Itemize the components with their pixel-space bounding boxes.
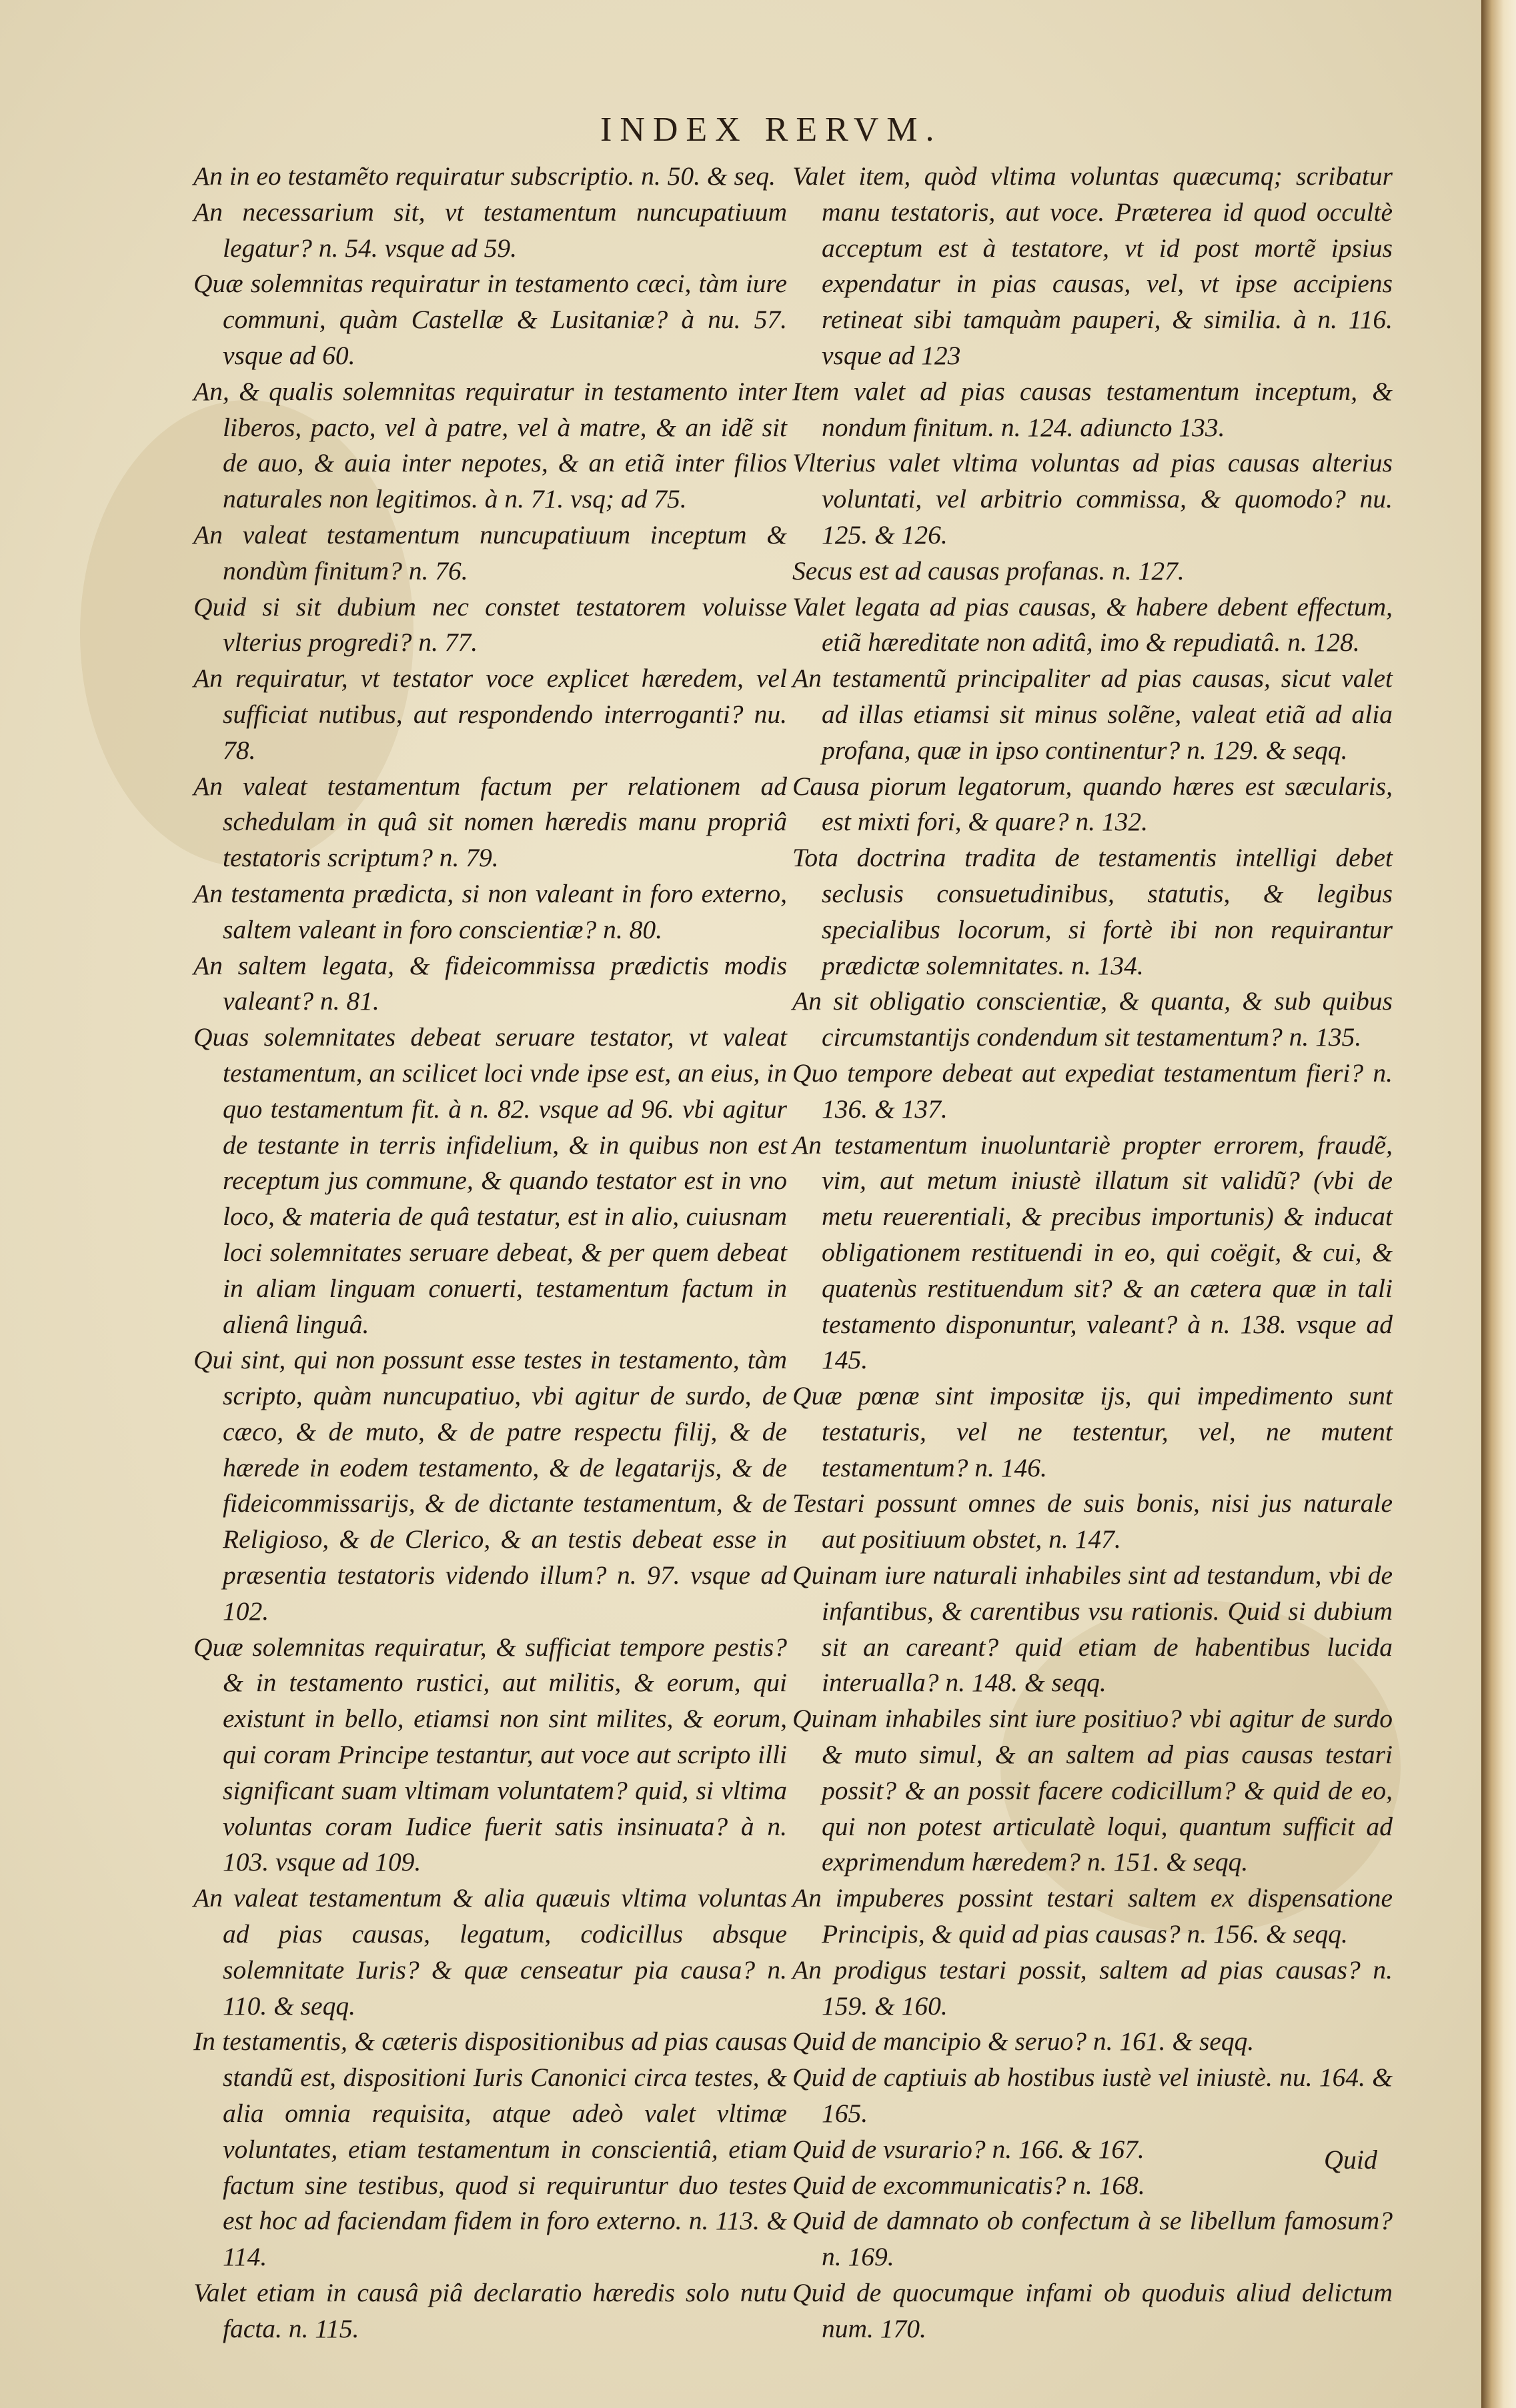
index-entry: Valet legata ad pias causas, & habere debent effectum, etiã hæreditate non aditâ, imo & repudiatâ. n. 128. (792, 591, 1393, 658)
index-entry: Tota doctrina tradita de testamentis intelligi debet seclusis consuetudinibus, statutis, & legibus specialibus locorum, si fortè ibi non requirantur prædictæ solemnitates. n. 134. (792, 843, 1393, 980)
index-entry: Valet item, quòd vltima voluntas quæcumq; scribatur manu testatoris, aut voce. Præterea id quod occultè acceptum est à testatore, vt id post mortẽ ipsius expendatur in pias causas, vel, vt ipse accipiens retineat sibi tamquàm pauperi, & similia. à n. 116. vsque ad 123 (792, 161, 1393, 370)
left-column (193, 159, 787, 2347)
index-entry: An valeat testamentum & alia quæuis vltima voluntas ad pias causas, legatum, codicillus absque solemnitate Iuris? & quæ censeatur pia causa? n. 110. & seqq. (193, 1883, 787, 2021)
index-entry: Quinam iure naturali inhabiles sint ad testandum, vbi de infantibus, & carentibus vsu rationis. Quid si dubium sit an careant? quid etiam de habentibus lucida interualla? n. 148. & seqq. (792, 1560, 1393, 1698)
index-entry: Quæ solemnitas requiratur, & sufficiat tempore pestis? & in testamento rustici, aut militis, & eorum, qui existunt in bello, etiamsi non sint milites, & eorum, qui coram Principe testantur, aut voce aut scripto illi significant suam vltimam voluntatem? quid, si vltima voluntas coram Iudice fuerit satis insinuata? à n. 103. vsque ad 109. (193, 1632, 787, 1877)
index-entry: Vlterius valet vltima voluntas ad pias causas alterius voluntati, vel arbitrio commissa, & quomodo? nu. 125. & 126. (792, 448, 1393, 549)
index-entry: Qui sint, qui non possunt esse testes in testamento, tàm scripto, quàm nuncupatiuo, vbi agitur de surdo, de cæco, & de muto, & de patre respectu filij, & de hærede in eodem testamento, & de legatarijs, & de fideicommissarijs, & de dictante testamentum, & de Religioso, & de Clerico, & an testis debeat esse in præsentia testatoris videndo illum? n. 97. vsque ad 102. (193, 1345, 787, 1626)
index-entry: An impuberes possint testari saltem ex dispensatione Principis, & quid ad pias causas? n. 156. & seqq. (792, 1883, 1393, 1949)
index-entry: Quo tempore debeat aut expediat testamentum fieri? n. 136. & 137. (792, 1058, 1393, 1124)
page-gutter (1481, 0, 1516, 2408)
index-entry: An testamentũ principaliter ad pias causas, sicut valet ad illas etiamsi sit minus solẽne, valeat etiã ad alia profana, quæ in ipso continentur? n. 129. & seqq. (792, 664, 1393, 765)
index-entry: Quid si sit dubium nec constet testatorem voluisse vlterius progredi? n. 77. (193, 591, 787, 658)
index-entry: Quinam inhabiles sint iure positiuo? vbi agitur de surdo & muto simul, & an saltem ad pias causas testari possit? & an possit facere codicillum? & quid de eo, qui non potest articulatè loqui, quantum sufficit ad exprimendum hæredem? n. 151. & seqq. (792, 1704, 1393, 1877)
index-entry: Quid de captiuis ab hostibus iustè vel iniustè. nu. 164. & 165. (792, 2063, 1393, 2129)
index-entry: Quæ pœnæ sint impositæ ijs, qui impedimento sunt testaturis, vel ne testentur, vel, ne mutent testamentum? n. 146. (792, 1381, 1393, 1482)
catchword: Quid (1324, 2145, 1377, 2175)
index-entry: Quid de quocumque infami ob quoduis aliud delictum num. 170. (792, 2278, 1393, 2343)
index-entry: Valet etiam in causâ piâ declaratio hæredis solo nutu facta. n. 115. (193, 2278, 787, 2343)
index-entry: An testamenta prædicta, si non valeant in foro externo, saltem valeant in foro conscientiæ? n. 80. (193, 878, 787, 944)
index-entry: Quæ solemnitas requiratur in testamento cæci, tàm iure communi, quàm Castellæ & Lusitaniæ? à nu. 57. vsque ad 60. (193, 269, 787, 370)
index-entry: Causa piorum legatorum, quando hæres est sæcularis, est mixti fori, & quare? n. 132. (792, 771, 1393, 837)
index-entry: An requiratur, vt testator voce explicet hæredem, vel sufficiat nutibus, aut respondendo interroganti? nu. 78. (193, 664, 787, 765)
index-entry: An, & qualis solemnitas requiratur in testamento inter liberos, pacto, vel à patre, vel à matre, & an idẽ sit de auo, & auia inter nepotes, & an etiã inter filios naturales non legitimos. à n. 71. vsq; ad 75. (193, 376, 787, 514)
index-entry: An in eo testamẽto requiratur subscriptio. n. 50. & seq. (193, 161, 776, 191)
index-entry: An valeat testamentum nuncupatiuum inceptum & nondùm finitum? n. 76. (193, 519, 787, 585)
index-entry: Quas solemnitates debeat seruare testator, vt valeat testamentum, an scilicet loci vnde ipse est, an eius, in quo testamentum fit. à n. 82. vsque ad 96. vbi agitur de testante in terris infidelium, & in quibus non est receptum jus commune, & quando testator est in vno loco, & materia de quâ testatur, est in alio, cuiusnam loci solemnitates seruare debeat, & per quem debeat in aliam linguam conuerti, testamentum factum in alienâ linguâ. (193, 1022, 787, 1339)
index-entry: Quid de mancipio & seruo? n. 161. & seqq. (792, 2027, 1255, 2057)
index-entry: Quid de vsurario? n. 166. & 167. (792, 2134, 1145, 2164)
index-entry: Testari possunt omnes de suis bonis, nisi jus naturale aut positiuum obstet, n. 147. (792, 1488, 1393, 1554)
index-entry: Quid de damnato ob confectum à se libellum famosum? n. 169. (792, 2206, 1393, 2272)
index-entry: In testamentis, & cæteris dispositionibus ad pias causas standũ est, dispositioni Iuris Canonici circa testes, & alia omnia requisita, atque adeò valet vltimæ voluntates, etiam testamentum in conscientiâ, etiam factum sine testibus, quod si requiruntur duo testes est hoc ad faciendam fidem in foro externo. n. 113. & 114. (193, 2027, 787, 2272)
index-entry: An necessarium sit, vt testamentum nuncupatiuum legatur? n. 54. vsque ad 59. (193, 197, 787, 263)
index-entry: An valeat testamentum factum per relationem ad schedulam in quâ sit nomen hæredis manu propriâ testatoris scriptum? n. 79. (193, 771, 787, 873)
index-entry: An saltem legata, & fideicommissa prædictis modis valeant? n. 81. (193, 950, 787, 1016)
right-column (792, 159, 1393, 2347)
index-entry: Item valet ad pias causas testamentum inceptum, & nondum finitum. n. 124. adiuncto 133. (792, 376, 1393, 442)
index-entry: Quid de excommunicatis? n. 168. (792, 2170, 1145, 2200)
index-entry: Secus est ad causas profanas. n. 127. (792, 555, 1185, 585)
index-entry: An prodigus testari possit, saltem ad pias causas? n. 159. & 160. (792, 1955, 1393, 2021)
index-entry: An sit obligatio conscientiæ, & quanta, & sub quibus circumstantijs condendum sit testamentum? n. 135. (792, 986, 1393, 1052)
page-header: INDEX RERVM. (600, 111, 942, 149)
index-entry: An testamentum inuoluntariè propter errorem, fraudẽ, vim, aut metum iniustè illatum sit validũ? (vbi de metu reuerentiali, & precibus importunis) & inducat obligationem restituendi in eo, qui coëgit, & cui, & quatenùs restituendum sit? & an cætera quæ in tali testamento disponuntur, valeant? à n. 138. vsque ad 145. (792, 1130, 1393, 1375)
